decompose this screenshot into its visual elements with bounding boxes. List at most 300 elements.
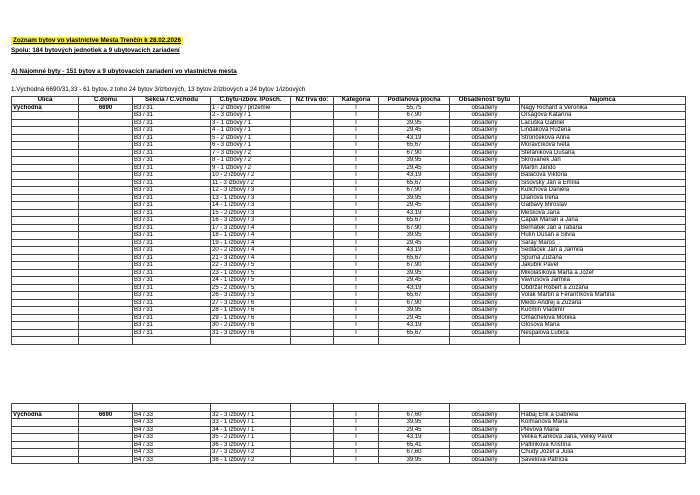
cell-sekcia bbox=[133, 337, 211, 345]
cell-sekcia: B3 / 31 bbox=[133, 284, 211, 292]
table-row bbox=[12, 254, 686, 262]
cell-plocha: 39,95 bbox=[379, 307, 450, 315]
cell-obsadenost: obsadený bbox=[450, 426, 520, 434]
cell-sekcia: B4 / 33 bbox=[133, 419, 211, 427]
cell-sekcia: B3 / 31 bbox=[133, 277, 211, 285]
header-ulica: Ulica bbox=[12, 97, 79, 105]
cell-ulica bbox=[12, 449, 79, 457]
cell-najomca: Nespalová Ľubica bbox=[520, 329, 686, 337]
table-row bbox=[12, 314, 686, 322]
cell-ulica: Východná bbox=[12, 104, 79, 112]
cell-byt: 5 - 2 izbový / 1 bbox=[211, 134, 291, 142]
cell-najomca: Paltinková Kristína bbox=[520, 441, 686, 449]
table-row bbox=[12, 411, 686, 419]
cell-cislo-domu: 6690 bbox=[79, 411, 133, 419]
cell-sekcia: B3 / 31 bbox=[133, 164, 211, 172]
cell-ulica bbox=[12, 217, 79, 225]
cell-sekcia: B3 / 31 bbox=[133, 247, 211, 255]
cell-najomca: Spurná Zuzana bbox=[520, 254, 686, 262]
cell-byt: 25 - 2 izbový / 5 bbox=[211, 284, 291, 292]
cell-najomca: Šišovský Ján a Emília bbox=[520, 179, 686, 187]
cell-ulica bbox=[12, 426, 79, 434]
header-nz: NZ trva do: bbox=[291, 97, 334, 105]
cell-ulica bbox=[12, 284, 79, 292]
cell-nz bbox=[291, 142, 334, 150]
cell-plocha: 67,60 bbox=[379, 411, 450, 419]
header-kategoria: Kategória bbox=[334, 97, 379, 105]
cell-cislo-domu bbox=[79, 179, 133, 187]
cell-ulica bbox=[12, 292, 79, 300]
table-row bbox=[12, 209, 686, 217]
cell-najomca: Bernátek Ján a Tatiana bbox=[520, 224, 686, 232]
cell-ulica bbox=[12, 194, 79, 202]
cell-ulica: Východná bbox=[12, 411, 79, 419]
cell-cislo-domu bbox=[79, 404, 133, 412]
cell-plocha: 65,67 bbox=[379, 329, 450, 337]
cell-nz bbox=[291, 239, 334, 247]
cell-nz bbox=[291, 262, 334, 270]
cell-byt: 34 - 1 izbový / 1 bbox=[211, 426, 291, 434]
cell-nz bbox=[291, 157, 334, 165]
cell-byt: 37 - 3 izbový / 2 bbox=[211, 449, 291, 457]
cell-byt: 6 - 3 izbový / 1 bbox=[211, 142, 291, 150]
cell-cislo-domu bbox=[79, 232, 133, 240]
cell-byt: 32 - 3 izbový / 1 bbox=[211, 411, 291, 419]
cell-plocha: 65,67 bbox=[379, 142, 450, 150]
cell-obsadenost: obsadený bbox=[450, 172, 520, 180]
cell-plocha: 39,95 bbox=[379, 119, 450, 127]
cell-ulica bbox=[12, 254, 79, 262]
table-header-row bbox=[12, 97, 686, 105]
cell-nz bbox=[291, 187, 334, 195]
cell-ulica bbox=[12, 404, 79, 412]
cell-najomca: Čapák Marián a Jana bbox=[520, 217, 686, 225]
cell-cislo-domu bbox=[79, 217, 133, 225]
cell-byt: 4 - 1 izbový / 1 bbox=[211, 127, 291, 135]
cell-plocha: 67,90 bbox=[379, 112, 450, 120]
cell-najomca: Štefániková Dušana bbox=[520, 149, 686, 157]
cell-nz bbox=[291, 411, 334, 419]
cell-ulica bbox=[12, 202, 79, 210]
cell-cislo-domu bbox=[79, 239, 133, 247]
cell-obsadenost: obsadený bbox=[450, 277, 520, 285]
cell-kategoria: I bbox=[334, 172, 379, 180]
cell-nz bbox=[291, 247, 334, 255]
cell-plocha: 29,45 bbox=[379, 127, 450, 135]
cell-ulica bbox=[12, 322, 79, 330]
table-row bbox=[12, 157, 686, 165]
table-row bbox=[12, 164, 686, 172]
cell-byt: 11 - 3 izbový / 2 bbox=[211, 179, 291, 187]
table-row bbox=[12, 299, 686, 307]
cell-byt: 2 - 3 izbový / 1 bbox=[211, 112, 291, 120]
cell-nz bbox=[291, 434, 334, 442]
cell-najomca: Baláčová Viktória bbox=[520, 172, 686, 180]
cell-byt: 17 - 3 izbový / 4 bbox=[211, 224, 291, 232]
cell-sekcia: B3 / 31 bbox=[133, 179, 211, 187]
cell-plocha: 65,67 bbox=[379, 217, 450, 225]
section-heading: A) Nájomné byty - 151 bytov a 9 ubytovacích zariadení vo vlastníctve mesta bbox=[11, 68, 237, 75]
cell-plocha bbox=[379, 404, 450, 412]
cell-ulica bbox=[12, 164, 79, 172]
cell-najomca: Plevová Mária bbox=[520, 426, 686, 434]
cell-najomca bbox=[520, 404, 686, 412]
cell-nz bbox=[291, 224, 334, 232]
cell-byt: 38 - 1 izbový / 2 bbox=[211, 456, 291, 464]
cell-obsadenost: obsadený bbox=[450, 307, 520, 315]
cell-byt: 8 - 1 izbový / 2 bbox=[211, 157, 291, 165]
cell-byt: 16 - 3 izbový / 3 bbox=[211, 217, 291, 225]
cell-nz bbox=[291, 449, 334, 457]
cell-nz bbox=[291, 112, 334, 120]
cell-kategoria: I bbox=[334, 119, 379, 127]
cell-plocha: 39,95 bbox=[379, 157, 450, 165]
table-row bbox=[12, 127, 686, 135]
cell-cislo-domu bbox=[79, 277, 133, 285]
cell-nz bbox=[291, 209, 334, 217]
cell-obsadenost: obsadený bbox=[450, 449, 520, 457]
cell-plocha: 65,67 bbox=[379, 179, 450, 187]
cell-ulica bbox=[12, 142, 79, 150]
cell-obsadenost: obsadený bbox=[450, 292, 520, 300]
cell-obsadenost: obsadený bbox=[450, 202, 520, 210]
cell-nz bbox=[291, 164, 334, 172]
cell-kategoria: I bbox=[334, 292, 379, 300]
cell-plocha: 43,19 bbox=[379, 284, 450, 292]
cell-byt: 23 - 1 izbový / 5 bbox=[211, 269, 291, 277]
cell-ulica bbox=[12, 112, 79, 120]
cell-cislo-domu bbox=[79, 149, 133, 157]
cell-cislo-domu bbox=[79, 322, 133, 330]
cell-najomca: Sedláček Ján a Jarmila bbox=[520, 247, 686, 255]
cell-najomca: Nagy Richard a Veronika bbox=[520, 104, 686, 112]
cell-byt: 30 - 2 izbový / 6 bbox=[211, 322, 291, 330]
cell-kategoria: I bbox=[334, 329, 379, 337]
cell-plocha: 29,45 bbox=[379, 202, 450, 210]
cell-kategoria: I bbox=[334, 157, 379, 165]
cell-sekcia: B3 / 31 bbox=[133, 112, 211, 120]
cell-plocha: 39,95 bbox=[379, 194, 450, 202]
cell-kategoria: I bbox=[334, 164, 379, 172]
cell-nz bbox=[291, 419, 334, 427]
cell-obsadenost: obsadený bbox=[450, 284, 520, 292]
cell-nz bbox=[291, 299, 334, 307]
cell-cislo-domu bbox=[79, 314, 133, 322]
cell-sekcia: B3 / 31 bbox=[133, 224, 211, 232]
cell-ulica bbox=[12, 119, 79, 127]
cell-sekcia: B4 / 33 bbox=[133, 411, 211, 419]
cell-kategoria bbox=[334, 404, 379, 412]
cell-obsadenost: obsadený bbox=[450, 217, 520, 225]
cell-najomca: Martin Jando bbox=[520, 164, 686, 172]
cell-cislo-domu bbox=[79, 419, 133, 427]
cell-obsadenost: obsadený bbox=[450, 149, 520, 157]
cell-byt: 19 - 1 izbový / 4 bbox=[211, 239, 291, 247]
cell-ulica bbox=[12, 337, 79, 345]
cell-najomca: Šaray Maroš bbox=[520, 239, 686, 247]
cell-ulica bbox=[12, 247, 79, 255]
cell-najomca: Mikolášíková Marta a Jozef bbox=[520, 269, 686, 277]
cell-obsadenost: obsadený bbox=[450, 456, 520, 464]
cell-cislo-domu bbox=[79, 134, 133, 142]
cell-plocha: 43,19 bbox=[379, 172, 450, 180]
cell-cislo-domu bbox=[79, 426, 133, 434]
cell-sekcia: B3 / 31 bbox=[133, 142, 211, 150]
cell-najomca: Obdržal Róbert a Zuzana bbox=[520, 284, 686, 292]
cell-kategoria: I bbox=[334, 419, 379, 427]
cell-ulica bbox=[12, 239, 79, 247]
cell-kategoria: I bbox=[334, 224, 379, 232]
cell-sekcia: B3 / 31 bbox=[133, 314, 211, 322]
cell-sekcia: B3 / 31 bbox=[133, 299, 211, 307]
cell-byt: 27 - 3 izbový / 6 bbox=[211, 299, 291, 307]
cell-cislo-domu bbox=[79, 119, 133, 127]
cell-byt: 35 - 2 izbový / 1 bbox=[211, 434, 291, 442]
cell-sekcia: B4 / 33 bbox=[133, 449, 211, 457]
cell-kategoria: I bbox=[334, 284, 379, 292]
cell-plocha: 67,90 bbox=[379, 262, 450, 270]
cell-obsadenost: obsadený bbox=[450, 299, 520, 307]
cell-byt: 13 - 1 izbový / 3 bbox=[211, 194, 291, 202]
cell-sekcia: B3 / 31 bbox=[133, 232, 211, 240]
cell-ulica bbox=[12, 224, 79, 232]
cell-byt: 10 - 2 izbový / 2 bbox=[211, 172, 291, 180]
cell-obsadenost: obsadený bbox=[450, 119, 520, 127]
cell-ulica bbox=[12, 232, 79, 240]
cell-nz bbox=[291, 404, 334, 412]
cell-plocha: 29,45 bbox=[379, 164, 450, 172]
cell-ulica bbox=[12, 262, 79, 270]
cell-cislo-domu bbox=[79, 441, 133, 449]
cell-nz bbox=[291, 441, 334, 449]
cell-plocha: 29,45 bbox=[379, 277, 450, 285]
table-row bbox=[12, 119, 686, 127]
cell-kategoria: I bbox=[334, 127, 379, 135]
cell-cislo-domu bbox=[79, 202, 133, 210]
table-row bbox=[12, 217, 686, 225]
cell-nz bbox=[291, 127, 334, 135]
cell-kategoria: I bbox=[334, 209, 379, 217]
cell-plocha: 55,75 bbox=[379, 104, 450, 112]
table-row bbox=[12, 187, 686, 195]
cell-obsadenost: obsadený bbox=[450, 322, 520, 330]
cell-byt: 20 - 2 izbový / 4 bbox=[211, 247, 291, 255]
table-row bbox=[12, 456, 686, 464]
cell-kategoria: I bbox=[334, 314, 379, 322]
cell-nz bbox=[291, 217, 334, 225]
table-row bbox=[12, 426, 686, 434]
cell-plocha: 43,19 bbox=[379, 209, 450, 217]
cell-plocha: 29,45 bbox=[379, 239, 450, 247]
cell-sekcia: B3 / 31 bbox=[133, 239, 211, 247]
cell-nz bbox=[291, 194, 334, 202]
cell-cislo-domu bbox=[79, 247, 133, 255]
cell-nz bbox=[291, 134, 334, 142]
cell-najomca: Kučmin Vladimír bbox=[520, 307, 686, 315]
cell-kategoria: I bbox=[334, 194, 379, 202]
cell-cislo-domu bbox=[79, 299, 133, 307]
cell-plocha: 65,67 bbox=[379, 292, 450, 300]
cell-byt: 33 - 1 izbový / 1 bbox=[211, 419, 291, 427]
cell-najomca: Veliká Kanková Jana, Veliký Pavol bbox=[520, 434, 686, 442]
cell-plocha: 65,67 bbox=[379, 254, 450, 262]
cell-cislo-domu bbox=[79, 142, 133, 150]
cell-plocha: 67,60 bbox=[379, 449, 450, 457]
cell-sekcia: B3 / 31 bbox=[133, 172, 211, 180]
cell-nz bbox=[291, 307, 334, 315]
cell-kategoria: I bbox=[334, 179, 379, 187]
header-najomca: Nájomca bbox=[520, 97, 686, 105]
cell-obsadenost: obsadený bbox=[450, 254, 520, 262]
cell-kategoria: I bbox=[334, 411, 379, 419]
cell-nz bbox=[291, 456, 334, 464]
cell-kategoria: I bbox=[334, 134, 379, 142]
cell-cislo-domu bbox=[79, 157, 133, 165]
subsection-heading: 1.Východná 6690/31,33 - 61 bytov, z toho 24 bytov 3/izbových, 13 bytov 2/izbových a 24 bytov 1/izbových bbox=[11, 86, 306, 93]
table-row bbox=[12, 239, 686, 247]
cell-cislo-domu bbox=[79, 449, 133, 457]
cell-cislo-domu bbox=[79, 112, 133, 120]
cell-nz bbox=[291, 172, 334, 180]
table-row bbox=[12, 277, 686, 285]
cell-byt: 29 - 1 izbový / 6 bbox=[211, 314, 291, 322]
table-row bbox=[12, 284, 686, 292]
table-row bbox=[12, 202, 686, 210]
table-row bbox=[12, 449, 686, 457]
table-row bbox=[12, 441, 686, 449]
header-byt: C.bytu-izbov. /Posch. bbox=[211, 97, 291, 105]
table-row bbox=[12, 247, 686, 255]
cell-cislo-domu bbox=[79, 456, 133, 464]
cell-kategoria bbox=[334, 337, 379, 345]
cell-kategoria: I bbox=[334, 104, 379, 112]
cell-kategoria: I bbox=[334, 254, 379, 262]
cell-kategoria: I bbox=[334, 322, 379, 330]
cell-nz bbox=[291, 329, 334, 337]
cell-najomca: Kulichová Daniela bbox=[520, 187, 686, 195]
cell-sekcia: B3 / 31 bbox=[133, 329, 211, 337]
table-row bbox=[12, 434, 686, 442]
cell-najomca bbox=[520, 337, 686, 345]
header-plocha: Podlahová plocha bbox=[379, 97, 450, 105]
cell-byt: 36 - 3 izbový / 1 bbox=[211, 441, 291, 449]
cell-sekcia: B3 / 31 bbox=[133, 194, 211, 202]
cell-ulica bbox=[12, 187, 79, 195]
cell-najomca: Mešková Jana bbox=[520, 209, 686, 217]
table-row bbox=[12, 337, 686, 345]
cell-sekcia: B3 / 31 bbox=[133, 217, 211, 225]
cell-ulica bbox=[12, 172, 79, 180]
table-row bbox=[12, 112, 686, 120]
table-row bbox=[12, 104, 686, 112]
cell-sekcia: B3 / 31 bbox=[133, 149, 211, 157]
table-row bbox=[12, 269, 686, 277]
cell-ulica bbox=[12, 307, 79, 315]
cell-ulica bbox=[12, 157, 79, 165]
cell-najomca: Lacuška Gabriel bbox=[520, 119, 686, 127]
cell-plocha: 43,19 bbox=[379, 247, 450, 255]
cell-byt: 28 - 1 izbový / 6 bbox=[211, 307, 291, 315]
cell-najomca: Škrovánek Ján bbox=[520, 157, 686, 165]
cell-byt: 1 - 2 izbový / prizemie bbox=[211, 104, 291, 112]
cell-nz bbox=[291, 119, 334, 127]
cell-obsadenost: obsadený bbox=[450, 209, 520, 217]
cell-sekcia: B3 / 31 bbox=[133, 269, 211, 277]
cell-najomca: Vavrušová Jarmila bbox=[520, 277, 686, 285]
cell-obsadenost: obsadený bbox=[450, 179, 520, 187]
cell-ulica bbox=[12, 329, 79, 337]
cell-kategoria: I bbox=[334, 441, 379, 449]
cell-kategoria: I bbox=[334, 187, 379, 195]
cell-obsadenost: obsadený bbox=[450, 419, 520, 427]
cell-cislo-domu: 6690 bbox=[79, 104, 133, 112]
cell-nz bbox=[291, 104, 334, 112]
cell-obsadenost: obsadený bbox=[450, 104, 520, 112]
cell-sekcia: B3 / 31 bbox=[133, 187, 211, 195]
cell-sekcia: B4 / 33 bbox=[133, 441, 211, 449]
table-row bbox=[12, 419, 686, 427]
cell-ulica bbox=[12, 127, 79, 135]
cell-plocha: 43,19 bbox=[379, 434, 450, 442]
apartments-table-1 bbox=[11, 96, 686, 345]
cell-byt: 3 - 1 izbový / 1 bbox=[211, 119, 291, 127]
cell-byt: 9 - 1 izbový / 2 bbox=[211, 164, 291, 172]
table-row bbox=[12, 134, 686, 142]
cell-kategoria: I bbox=[334, 307, 379, 315]
cell-ulica bbox=[12, 314, 79, 322]
cell-najomca: Strončeková Anna bbox=[520, 134, 686, 142]
cell-cislo-domu bbox=[79, 194, 133, 202]
table-row bbox=[12, 232, 686, 240]
cell-obsadenost: obsadený bbox=[450, 127, 520, 135]
cell-obsadenost: obsadený bbox=[450, 194, 520, 202]
header-obsadenost: Obsadenosť bytu bbox=[450, 97, 520, 105]
cell-nz bbox=[291, 322, 334, 330]
cell-kategoria: I bbox=[334, 434, 379, 442]
cell-byt: 26 - 3 izbový / 5 bbox=[211, 292, 291, 300]
cell-kategoria: I bbox=[334, 149, 379, 157]
cell-cislo-domu bbox=[79, 284, 133, 292]
cell-cislo-domu bbox=[79, 307, 133, 315]
cell-sekcia: B4 / 33 bbox=[133, 456, 211, 464]
cell-obsadenost: obsadený bbox=[450, 239, 520, 247]
cell-obsadenost: obsadený bbox=[450, 157, 520, 165]
cell-najomca: Habaj Erik a Gabriela bbox=[520, 411, 686, 419]
cell-kategoria: I bbox=[334, 232, 379, 240]
cell-najomca: Šávelová Patrícia bbox=[520, 456, 686, 464]
cell-byt bbox=[211, 337, 291, 345]
cell-cislo-domu bbox=[79, 269, 133, 277]
cell-sekcia: B3 / 31 bbox=[133, 209, 211, 217]
cell-kategoria: I bbox=[334, 277, 379, 285]
header-sekcia: Sekcia / C.vchodu bbox=[133, 97, 211, 105]
table-row bbox=[12, 172, 686, 180]
cell-najomca: Omachelová Monika bbox=[520, 314, 686, 322]
cell-nz bbox=[291, 149, 334, 157]
cell-obsadenost bbox=[450, 404, 520, 412]
cell-cislo-domu bbox=[79, 172, 133, 180]
cell-kategoria: I bbox=[334, 142, 379, 150]
cell-nz bbox=[291, 314, 334, 322]
cell-byt: 7 - 3 izbový / 2 bbox=[211, 149, 291, 157]
cell-najomca: Galbavý Miroslav bbox=[520, 202, 686, 210]
cell-nz bbox=[291, 426, 334, 434]
cell-najomca: Chudý Jozef a Júlia bbox=[520, 449, 686, 457]
cell-obsadenost: obsadený bbox=[450, 224, 520, 232]
cell-kategoria: I bbox=[334, 202, 379, 210]
cell-sekcia: B3 / 31 bbox=[133, 307, 211, 315]
cell-obsadenost: obsadený bbox=[450, 134, 520, 142]
